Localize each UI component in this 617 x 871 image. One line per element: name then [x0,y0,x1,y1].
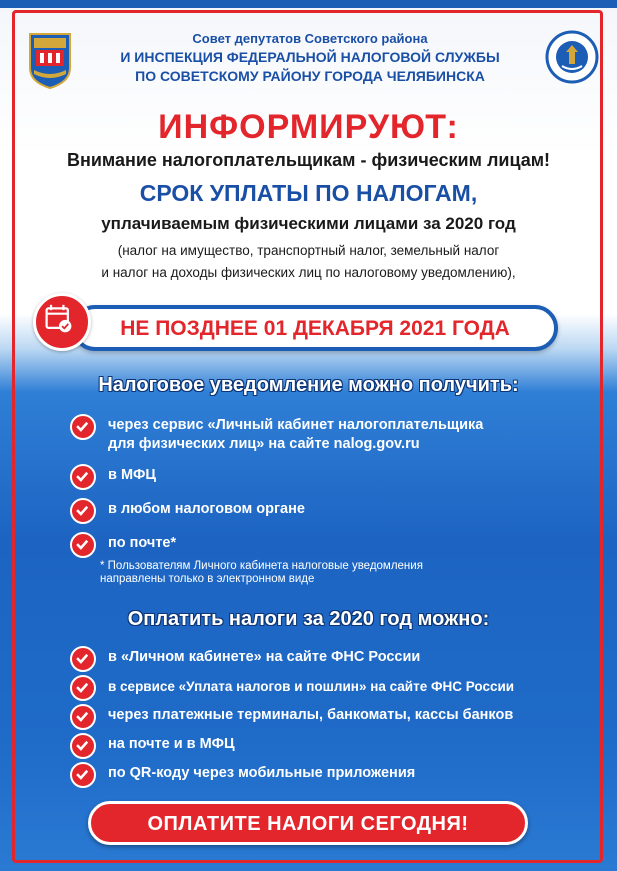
header [110,30,510,86]
header-line-1: Совет депутатов Советского района [192,31,428,46]
deadline-title: СРОК УПЛАТЫ ПО НАЛОГАМ, [139,180,478,206]
check-icon [70,733,96,759]
attention-line: Внимание налогоплательщикам - физическим лицам! [66,150,551,170]
district-emblem-icon [26,28,74,90]
list-item-text: в МФЦ [108,467,156,483]
footnote-line: направлены только в электронном виде [100,573,315,585]
check-icon [70,704,96,730]
calendar-icon [33,293,91,351]
list-item-text: через платежные терминалы, банкоматы, кассы банков [108,707,514,723]
header-line-2: И ИНСПЕКЦИЯ ФЕДЕРАЛЬНОЙ НАЛОГОВОЙ СЛУЖБЫ [120,49,500,65]
check-icon [70,498,96,524]
list-item-text: в сервисе «Уплата налогов и пошлин» на сайте ФНС России [108,679,515,694]
pay-taxes-text: ОПЛАТИТЕ НАЛОГИ СЕГОДНЯ! [147,813,469,835]
check-icon [70,762,96,788]
deadline-date-banner [72,305,558,351]
informing-title: ИНФОРМИРУЮТ: [158,108,459,146]
tax-types-note-1: (налог на имущество, транспортный налог, земельный налог [117,243,500,258]
check-icon [70,414,96,440]
list-item-text: по почте* [108,535,177,551]
check-icon [70,646,96,672]
deadline-subtitle: уплачиваемым физическими лицами за 2020 год [101,214,516,233]
footnote [100,560,423,586]
section-get-notice-title: Налоговое уведомление можно получить: [98,374,519,396]
pay-taxes-banner [88,801,528,845]
list-item-text: через сервис «Личный кабинет налогоплательщика [108,417,484,433]
tax-types-note-2: и налог на доходы физических лиц по налоговому уведомлению), [101,265,516,280]
list-item-text: для физических лиц» на сайте nalog.gov.ru [108,436,420,452]
check-icon [70,464,96,490]
fns-emblem-icon [545,30,599,84]
section-pay-title: Оплатить налоги за 2020 год можно: [127,608,490,630]
check-icon [70,532,96,558]
check-icon [70,675,96,701]
header-line-3: ПО СОВЕТСКОМУ РАЙОНУ ГОРОДА ЧЕЛЯБИНСКА [135,68,485,84]
list-item-text: на почте и в МФЦ [108,736,235,752]
footnote-line: * Пользователям Личного кабинета налоговые уведомления [100,560,423,572]
top-accent-bar [0,0,617,8]
list-item-text: в любом налоговом органе [108,501,305,517]
list-item-text: в «Личном кабинете» на сайте ФНС России [108,649,421,665]
deadline-date-text: НЕ ПОЗДНЕЕ 01 ДЕКАБРЯ 2021 ГОДА [120,317,510,340]
list-item-text: по QR-коду через мобильные приложения [108,765,416,781]
